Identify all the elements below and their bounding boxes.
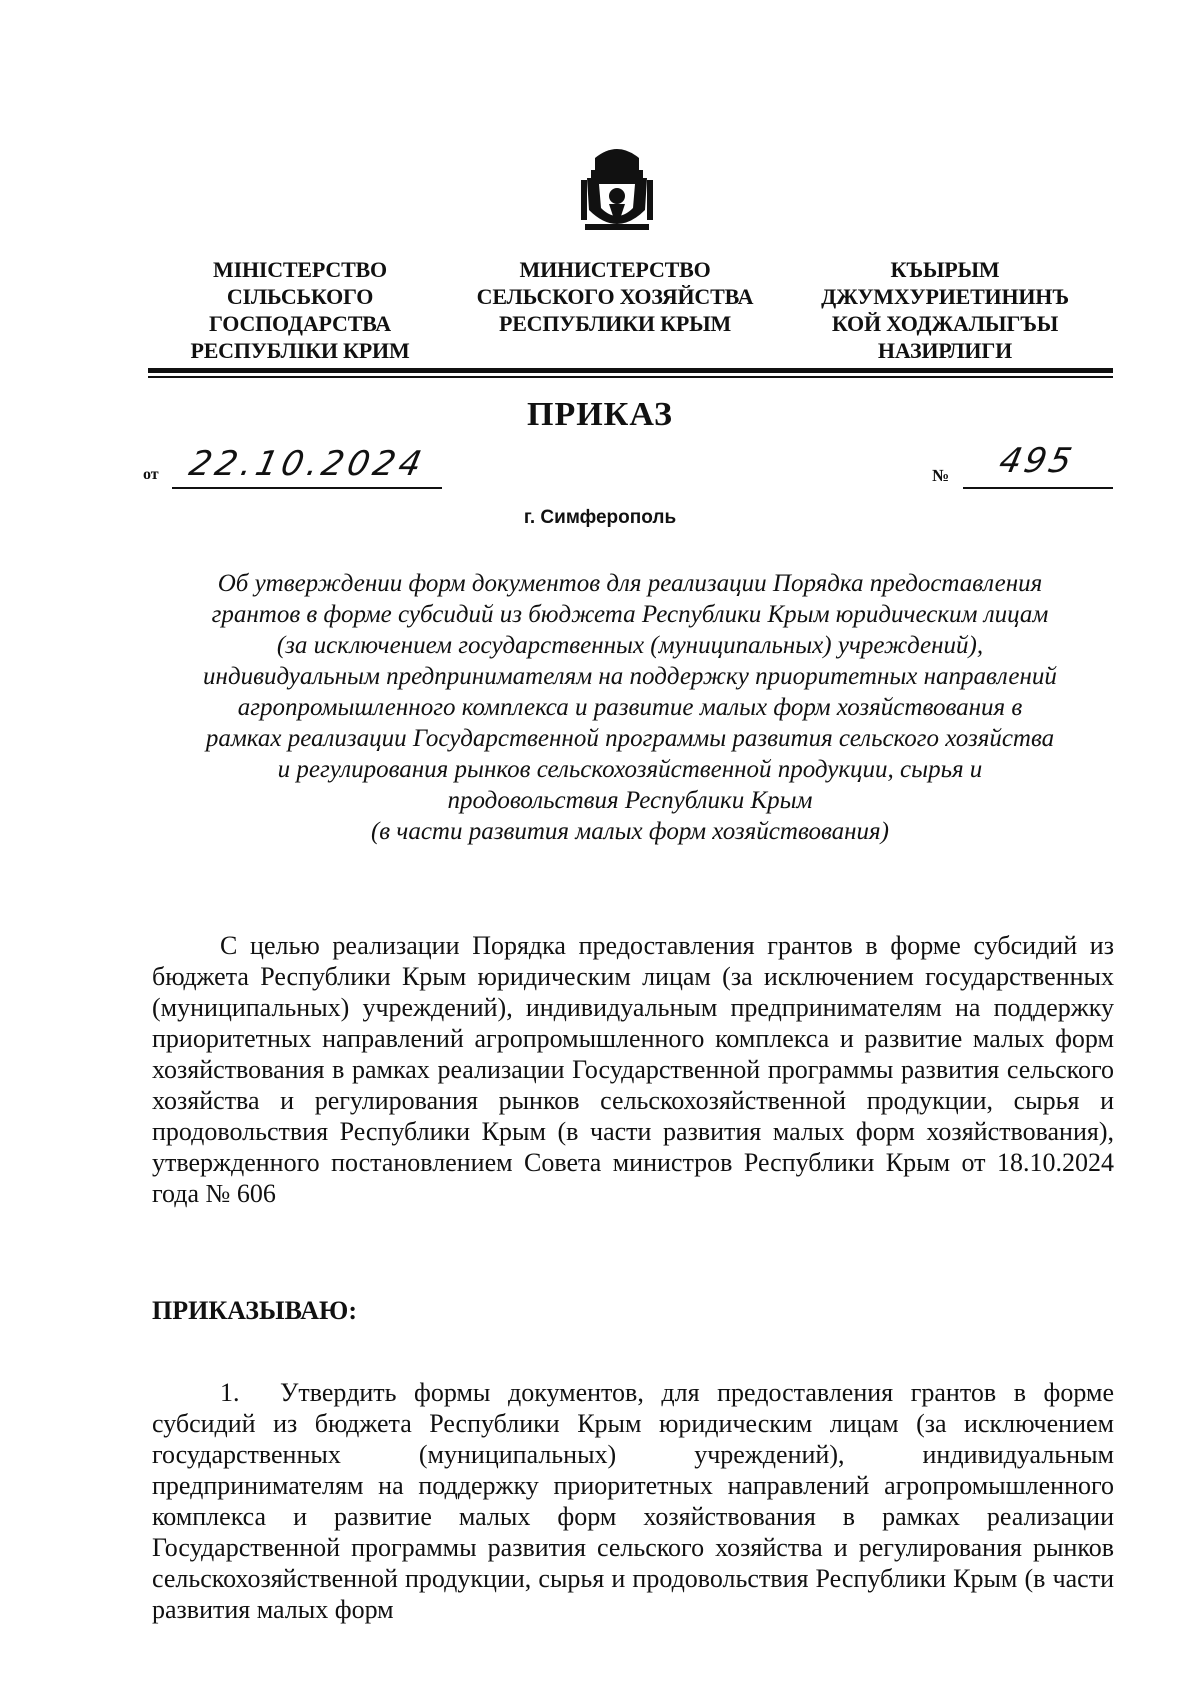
header-right-line: КЪЫРЫМ <box>890 257 1000 282</box>
subject-line: и регулирования рынков сельскохозяйственной продукции, сырья и <box>277 756 983 783</box>
order-item-text: Утвердить формы документов, для предоставления грантов в форме субсидий из бюджета Республики Крым юридическим лицам (за исключением государственных (муниципальных) учреждений), индивидуальным предпринимателям на поддержку приоритетных направлений агропромышленного комплекса и развитие малых форм хозяйствования в рамках реализации Государственной программы развития сельского хозяйства и регулирования рынков сельскохозяйственной продукции, сырья и продовольствия Республики Крым (в части развития малых форм <box>152 1378 1114 1624</box>
number-prefix: № <box>932 466 950 485</box>
header-divider-thick <box>148 368 1113 373</box>
header-middle-line: СЕЛЬСКОГО ХОЗЯЙСТВА <box>476 284 754 309</box>
subject-line: агропромышленного комплекса и развитие малых форм хозяйствования в <box>237 694 1023 721</box>
handwritten-number: 495 <box>995 441 1079 481</box>
header-middle-line: РЕСПУБЛИКИ КРЫМ <box>498 311 732 336</box>
header-russian-name <box>455 256 775 337</box>
city-name: г. Симферополь <box>523 507 677 528</box>
header-right-line: КОЙ ХОДЖАЛЫГЪЫ <box>831 311 1059 336</box>
header-divider-thin <box>148 376 1113 378</box>
coat-of-arms-icon <box>577 140 657 240</box>
subject-line: индивидуальным предпринимателям на поддержку приоритетных направлений <box>203 663 1057 690</box>
header-left-line: СІЛЬСЬКОГО <box>226 284 374 309</box>
subject-line: рамках реализации Государственной программы развития сельского хозяйства <box>205 725 1055 752</box>
date-prefix: от <box>143 466 159 483</box>
header-ukrainian-name <box>165 256 435 364</box>
subject-line: (в части развития малых форм хозяйствования) <box>370 818 890 845</box>
subject-line: (за исключением государственных (муниципальных) учреждений), <box>276 632 984 659</box>
order-item-1 <box>152 1377 1114 1625</box>
number-underline <box>963 487 1113 489</box>
order-item-number: 1. <box>220 1378 240 1407</box>
subject-line: грантов в форме субсидий из бюджета Республики Крым юридическим лицам <box>211 601 1049 628</box>
header-right-line: НАЗИРЛИГИ <box>877 338 1013 363</box>
order-title: ПРИКАЗ <box>527 396 673 433</box>
header-right-line: ДЖУМХУРИЕТИНИНЪ <box>821 284 1069 309</box>
subject-line: продовольствия Республики Крым <box>447 787 813 814</box>
ordering-heading: ПРИКАЗЫВАЮ: <box>152 1296 357 1325</box>
date-underline <box>172 487 442 489</box>
subject-line: Об утверждении форм документов для реализации Порядка предоставления <box>217 570 1043 597</box>
order-subject <box>140 568 1120 847</box>
header-crimean-tatar-name <box>800 256 1090 364</box>
header-left-line: МІНІСТЕРСТВО <box>213 257 387 282</box>
header-left-line: ГОСПОДАРСТВА <box>209 311 391 336</box>
header-left-line: РЕСПУБЛІКИ КРИМ <box>190 338 410 363</box>
preamble-paragraph: С целью реализации Порядка предоставления грантов в форме субсидий из бюджета Республики Крым юридическим лицам (за исключением государственных (муниципальных) учреждений), индивидуальным предпринимателям на поддержку приоритетных направлений агропромышленного комплекса и развитие малых форм хозяйствования в рамках реализации Государственной программы развития сельского хозяйства и регулирования рынков сельскохозяйственной продукции, сырья и продовольствия Республики Крым (в части развития малых форм хозяйствования), утвержденного постановлением Совета министров Республики Крым от 18.10.2024 года № 606 <box>152 931 1114 1208</box>
header-middle-line: МИНИСТЕРСТВО <box>519 257 711 282</box>
handwritten-date: 22.10.2024 <box>185 444 429 484</box>
